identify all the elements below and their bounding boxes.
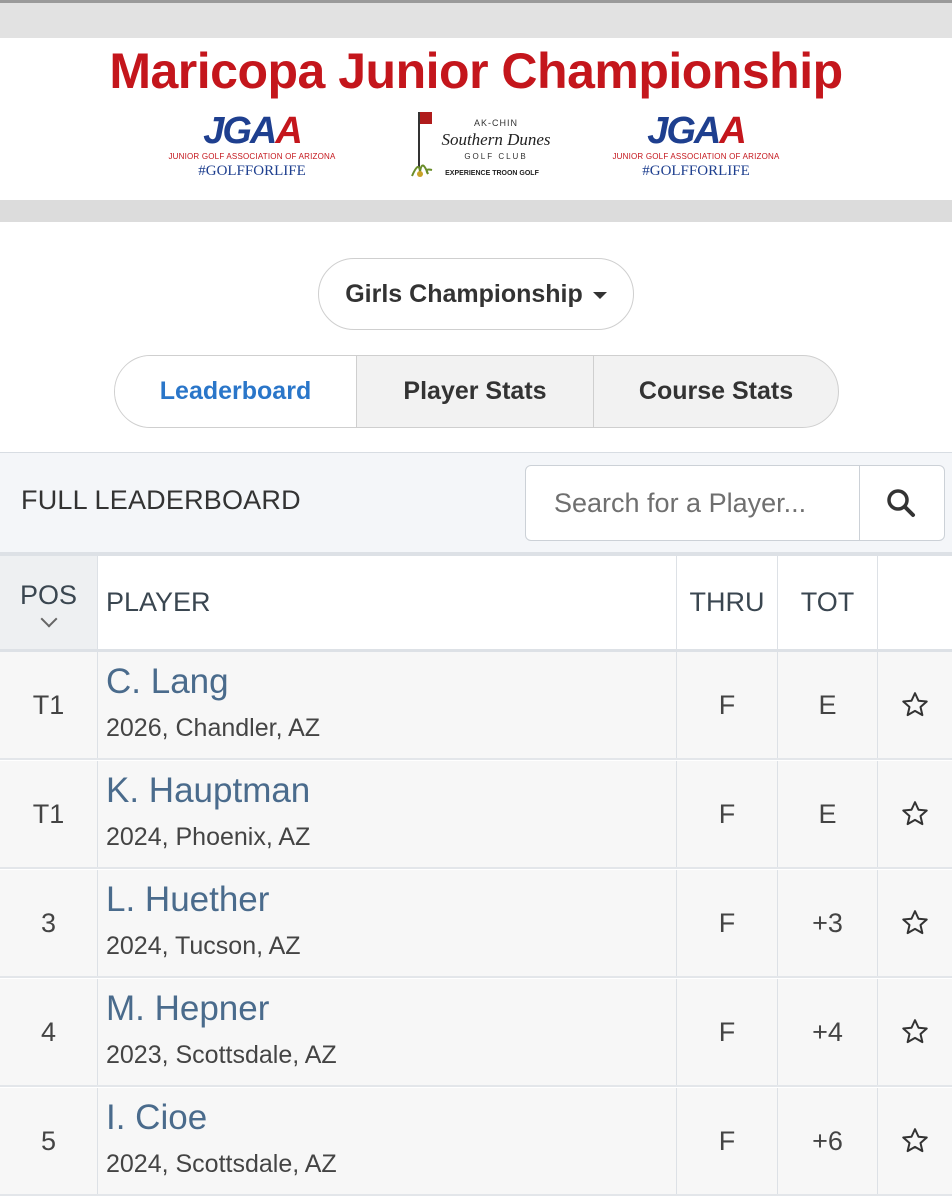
division-select-label: Girls Championship [345,279,583,308]
row-thru: F [677,652,778,758]
row-thru: F [677,979,778,1085]
player-info: 2024, Phoenix, AZ [106,823,311,851]
tournament-banner [0,38,952,200]
player-name-link[interactable]: M. Hepner [106,989,270,1028]
leaderboard-title: FULL LEADERBOARD [21,485,301,515]
row-pos: 4 [0,979,98,1085]
row-thru: F [677,761,778,867]
jgaa-subtitle: JUNIOR GOLF ASSOCIATION OF ARIZONA [168,152,336,161]
column-thru: THRU [677,556,778,649]
jgaa-logo-red-text: A [719,110,745,152]
jgaa-logo-left [152,112,352,180]
sd-top-text: AK-CHIN [473,118,518,128]
top-gray-bar [0,0,952,38]
search-input[interactable] [526,466,860,540]
search-icon[interactable] [886,488,916,518]
leaderboard-header [0,452,952,552]
player-search [525,465,945,541]
table-row[interactable] [0,870,952,978]
division-select[interactable] [318,258,634,330]
jgaa-logo-blue-text: JGA [203,110,276,152]
row-thru: F [677,870,778,976]
column-tot: TOT [778,556,878,649]
table-row[interactable] [0,1088,952,1196]
table-row[interactable] [0,652,952,760]
caret-down-icon [593,292,607,299]
tab-player-stats[interactable]: Player Stats [357,356,594,427]
star-favorite-icon[interactable] [900,1017,930,1047]
player-info: 2023, Scottsdale, AZ [106,1041,337,1069]
player-info: 2024, Tucson, AZ [106,932,301,960]
column-player: PLAYER [98,556,677,649]
sd-name: Southern Dunes [441,130,551,149]
table-row[interactable] [0,761,952,869]
sd-tagline: EXPERIENCE TROON GOLF [445,170,539,177]
tournament-title: Maricopa Junior Championship [109,43,843,99]
row-tot: +4 [778,979,878,1085]
row-pos: 3 [0,870,98,976]
table-header [0,552,952,652]
player-info: 2024, Scottsdale, AZ [106,1150,337,1178]
row-tot: E [778,761,878,867]
row-tot: +6 [778,1088,878,1194]
row-pos: 5 [0,1088,98,1194]
player-name-link[interactable]: L. Huether [106,880,270,919]
southern-dunes-logo [396,108,566,188]
sd-sub: GOLF CLUB [464,152,528,161]
tab-leaderboard[interactable]: Leaderboard [115,356,357,427]
leaderboard-table [0,552,952,1200]
player-info: 2026, Chandler, AZ [106,714,321,742]
sort-chevron-icon [40,611,57,628]
player-name-link[interactable]: C. Lang [106,662,229,701]
tab-course-stats[interactable]: Course Stats [638,377,794,405]
jgaa-logo-red-text: A [275,110,301,152]
table-row[interactable] [0,979,952,1087]
star-favorite-icon[interactable] [900,908,930,938]
jgaa-logo-right [596,112,796,180]
jgaa-tagline: #GOLFFORLIFE [642,163,750,179]
star-favorite-icon[interactable] [900,690,930,720]
column-pos[interactable] [0,556,98,649]
jgaa-logo-blue-text: JGA [647,110,720,152]
row-pos: T1 [0,761,98,867]
banner-divider [0,200,952,222]
row-thru: F [677,1088,778,1194]
jgaa-tagline: #GOLFFORLIFE [198,163,306,179]
jgaa-subtitle: JUNIOR GOLF ASSOCIATION OF ARIZONA [612,152,780,161]
player-name-link[interactable]: K. Hauptman [106,771,311,810]
row-tot: E [778,652,878,758]
view-tabs [114,355,839,428]
row-tot: +3 [778,870,878,976]
player-name-link[interactable]: I. Cioe [106,1098,208,1137]
row-pos: T1 [0,652,98,758]
star-favorite-icon[interactable] [900,799,930,829]
column-pos-label: POS [19,580,78,610]
star-favorite-icon[interactable] [900,1126,930,1156]
